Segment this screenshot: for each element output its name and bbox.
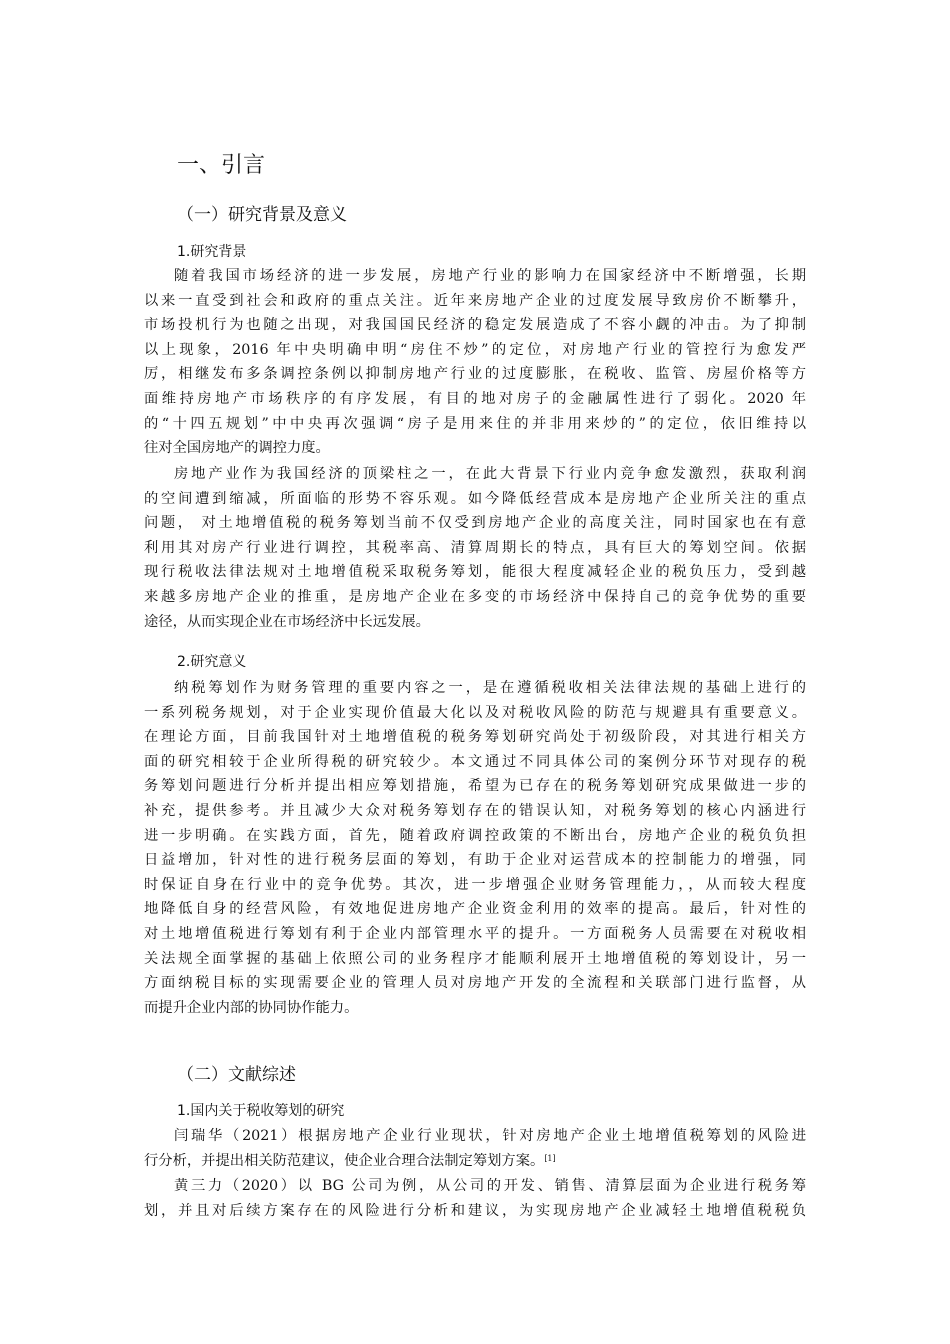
text-line: 地降低自身的经营风险，有效地促进房地产企业资金利用的效率的提高。最后，针对性的 xyxy=(144,901,806,918)
text-line: 一系列税务规划，对于企业实现价值最大化以及对税收风险的防范与规避具有重要意义。 xyxy=(144,704,806,721)
text-line: 问题， 对土地增值税的税务筹划当前不仅受到房地产企业的高度关注，同时国家也在有意 xyxy=(144,515,806,532)
text-line: 厉，相继发布多条调控条例以抑制房地产行业的过度膨胀，在税收、监管、房屋价格等方 xyxy=(144,366,806,383)
text-line xyxy=(144,1149,806,1174)
text-line: 纳税筹划作为财务管理的重要内容之一，是在遵循税收相关法律法规的基础上进行的 xyxy=(174,680,806,696)
text-line: 随着我国市场经济的进一步发展，房地产行业的影响力在国家经济中不断增强，长期 xyxy=(174,268,806,284)
text-line: 往对全国房地产的调控力度。 xyxy=(144,440,330,457)
text-line: 日益增加，针对性的进行税务层面的筹划，有助于企业对运营成本的控制能力的增强，同 xyxy=(144,852,806,869)
text-line: 进一步明确。在实践方面，首先，随着政府调控政策的不断出台，房地产企业的税负负担 xyxy=(144,827,806,844)
subsection-title-background: （一）研究背景及意义 xyxy=(177,205,347,225)
text-line: 来越多房地产企业的推重，是房地产企业在多变的市场经济中保持自己的竞争优势的重要 xyxy=(144,588,806,605)
text-line: 面维持房地产市场秩序的有序发展，有目的地对房子的金融属性进行了弱化。2020 年 xyxy=(144,390,806,407)
text-line: 闫瑞华（2021）根据房地产企业行业现状，针对房地产企业土地增值税筹划的风险进 xyxy=(174,1128,806,1144)
text-line: 利用其对房产行业进行调控，其税率高、清算周期长的特点，具有巨大的筹划空间。依据 xyxy=(144,539,806,556)
text-line: 以来一直受到社会和政府的重点关注。近年来房地产企业的过度发展导致房价不断攀升， xyxy=(144,292,806,309)
text-line: 市场投机行为也随之出现，对我国国民经济的稳定发展造成了不容小觑的冲击。为了抑制 xyxy=(144,317,806,334)
text-line: 务筹划问题进行分析并提出相应筹划措施，希望为已存在的税务筹划研究成果做进一步的 xyxy=(144,778,806,795)
text-line-content: 行分析，并提出相关防范建议，使企业合理合法制定筹划方案。 xyxy=(144,1152,545,1169)
text-line: 关法规全面掌握的基础上依照公司的业务程序才能顺利展开土地增值税的筹划设计，另一 xyxy=(144,950,806,967)
text-line: 途径，从而实现企业在市场经济中长远发展。 xyxy=(144,613,430,630)
heading-research-background: 1.研究背景 xyxy=(177,244,247,260)
text-line: 对土地增值税进行筹划有利于企业内部管理水平的提升。一方面税务人员需要在对税收相 xyxy=(144,925,806,942)
text-line: 的空间遭到缩减，所面临的形势不容乐观。如今降低经营成本是房地产企业所关注的重点 xyxy=(144,490,806,507)
text-line: 房地产业作为我国经济的顶梁柱之一，在此大背景下行业内竞争愈发激烈，获取利润 xyxy=(174,466,806,482)
paragraph-background-2 xyxy=(144,462,806,634)
text-line: 而提升企业内部的协同协作能力。 xyxy=(144,999,359,1016)
text-line: 方面纳税目标的实现需要企业的管理人员对房地产开发的全流程和关联部门进行监督，从 xyxy=(144,975,806,992)
text-line: 补充，提供参考。并且减少大众对税务筹划存在的错误认知，对税务筹划的核心内涵进行 xyxy=(144,802,806,819)
text-line: 的“十四五规划”中中央再次强调“房子是用来住的并非用来炒的”的定位，依旧维持以 xyxy=(144,415,806,432)
text-line: 黄三力（2020）以 BG 公司为例，从公司的开发、销售、清算层面为企业进行税务筹 xyxy=(174,1178,806,1194)
text-line: 在理论方面，目前我国针对土地增值税的税务筹划研究尚处于初级阶段，对其进行相关方 xyxy=(144,729,806,746)
heading-domestic-research: 1.国内关于税收筹划的研究 xyxy=(177,1103,345,1119)
paragraph-literature-2 xyxy=(144,1174,806,1223)
paragraph-significance xyxy=(144,676,806,1020)
section-title: 一、引言 xyxy=(177,153,266,178)
paragraph-background-1 xyxy=(144,264,806,461)
text-line: 以上现象，2016 年中央明确申明“房住不炒”的定位，对房地产行业的管控行为愈发严 xyxy=(144,341,806,358)
text-line: 面的研究相较于企业所得税的研究较少。本文通过不同具体公司的案例分环节对现存的税 xyxy=(144,753,806,770)
text-line: 划，并且对后续方案存在的风险进行分析和建议，为实现房地产企业减轻土地增值税税负 xyxy=(144,1202,806,1219)
text-line: 现行税收法律法规对土地增值税采取税务筹划，能很大程度减轻企业的税负压力，受到越 xyxy=(144,564,806,581)
text-line: 时保证自身在行业中的竞争优势。其次，进一步增强企业财务管理能力，，从而较大程度 xyxy=(144,876,806,893)
heading-research-significance: 2.研究意义 xyxy=(177,654,247,670)
paragraph-literature-1 xyxy=(144,1124,806,1173)
citation-ref[interactable]: [1] xyxy=(544,1153,556,1163)
subsection-title-literature-review: （二）文献综述 xyxy=(177,1065,296,1085)
